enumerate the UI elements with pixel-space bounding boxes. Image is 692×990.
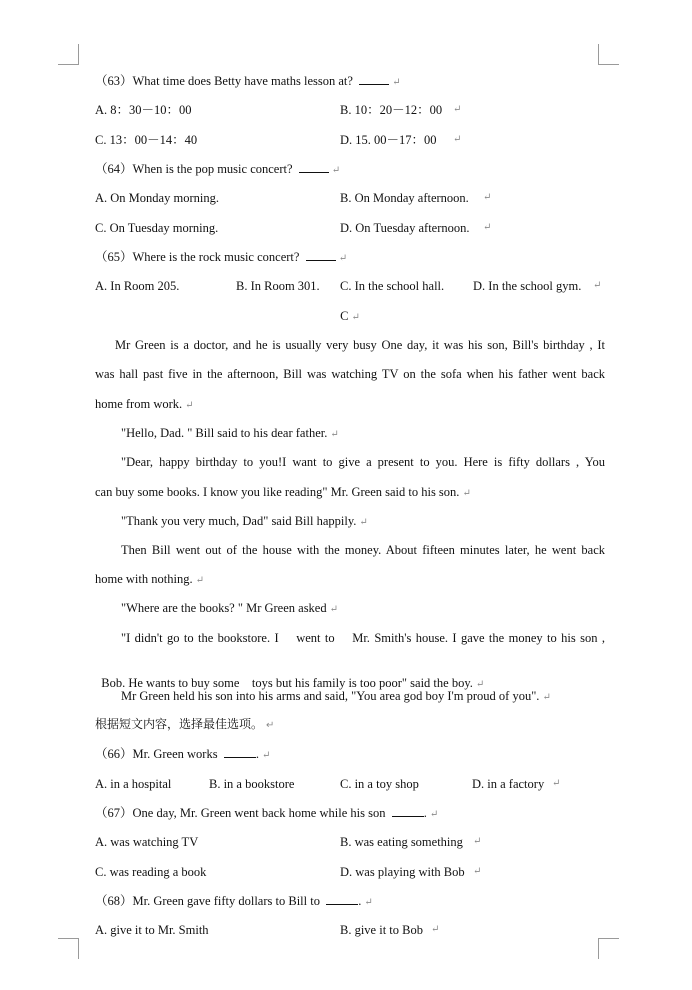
question-stem: （65）Where is the rock music concert? ↵ — [95, 250, 348, 264]
option: C. was reading a book — [95, 865, 207, 879]
passage-line: "Dear, happy birthday to you!I want to give a present to you. Here is fifty dollars , You — [121, 455, 605, 469]
option: D. was playing with Bob — [340, 865, 465, 879]
option: D. in a factory — [472, 777, 545, 791]
option: B. 10：20－12：00 — [340, 103, 443, 117]
passage-line: "Where are the books? " Mr Green asked ↵ — [121, 601, 338, 615]
option: B. in a bookstore — [209, 777, 295, 791]
option-row: A. On Monday morning. B. On Monday afternoon. ↵ — [95, 191, 492, 205]
option-row: A. was watching TV B. was eating something ↵ — [95, 835, 482, 849]
option: B. give it to Bob — [340, 923, 423, 937]
section-heading: C ↵ — [340, 309, 360, 323]
option: A. 8：30－10：00 — [95, 103, 192, 117]
option-row: C. was reading a book D. was playing with Bob ↵ — [95, 865, 482, 879]
option: C. In the school hall. — [340, 279, 445, 293]
passage-line: Mr Green is a doctor, and he is usually very busy One day, it was his son, Bill's birthday , It — [115, 338, 605, 352]
answer-blank — [326, 893, 358, 905]
question-stem: （67）One day, Mr. Green went back home while his son . ↵ — [95, 806, 439, 820]
option: B. On Monday afternoon. — [340, 191, 469, 205]
answer-blank — [299, 161, 329, 173]
instruction: 根据短文内容，选择最佳选项。 ↵ — [95, 717, 275, 731]
option: C. 13：00－14：40 — [95, 133, 198, 147]
passage-line: "Hello, Dad. " Bill said to his dear father. ↵ — [121, 426, 339, 440]
option: A. On Monday morning. — [95, 191, 219, 205]
option: D. 15. 00－17：00 — [340, 133, 437, 147]
question-stem: （63）What time does Betty have maths lesson at? ↵ — [95, 74, 401, 88]
passage-line: "Thank you very much, Dad" said Bill happily. ↵ — [121, 514, 368, 528]
option: A. was watching TV — [95, 835, 199, 849]
page-corner-mark — [58, 938, 79, 959]
passage-line: was hall past five in the afternoon, Bill was watching TV on the sofa when his father went back — [95, 367, 605, 381]
option: A. In Room 205. — [95, 279, 180, 293]
passage-line: "I didn't go to the bookstore. I went to Mr. Smith's house. I gave the money to his son , — [121, 631, 605, 645]
option: A. give it to Mr. Smith — [95, 923, 209, 937]
page-corner-mark — [598, 44, 619, 65]
option-row: A. 8：30－10：00 B. 10：20－12：00 ↵ — [95, 103, 462, 117]
passage-line: Then Bill went out of the house with the money. About fifteen minutes later, he went back — [121, 543, 605, 557]
passage-line: Bob. He wants to buy some toys but his family is too poor" said the boy. ↵ — [101, 676, 485, 690]
answer-blank — [359, 73, 389, 85]
page-corner-mark — [598, 938, 619, 959]
passage-line: can buy some books. I know you like reading" Mr. Green said to his son. ↵ — [95, 485, 471, 499]
answer-blank — [306, 249, 336, 261]
option: D. In the school gym. — [473, 279, 582, 293]
option: B. In Room 301. — [236, 279, 320, 293]
option-row: A. give it to Mr. Smith B. give it to Bob ↵ — [95, 923, 440, 937]
question-stem: （66）Mr. Green works . ↵ — [95, 747, 271, 761]
option-row: C. 13：00－14：40 D. 15. 00－17：00 ↵ — [95, 133, 462, 147]
option: C. On Tuesday morning. — [95, 221, 219, 235]
question-stem: （68）Mr. Green gave fifty dollars to Bill to . ↵ — [95, 894, 373, 908]
question-stem: （64）When is the pop music concert? ↵ — [95, 162, 341, 176]
passage-line: Mr Green held his son into his arms and said, "You area god boy I'm proud of you". ↵ — [121, 689, 551, 703]
passage-line: home from work. ↵ — [95, 397, 194, 411]
answer-blank — [392, 805, 424, 817]
option: B. was eating something — [340, 835, 463, 849]
option: A. in a hospital — [95, 777, 172, 791]
option-row: C. On Tuesday morning. D. On Tuesday afternoon. ↵ — [95, 221, 492, 235]
option: D. On Tuesday afternoon. — [340, 221, 470, 235]
option: C. in a toy shop — [340, 777, 419, 791]
answer-blank — [224, 746, 256, 758]
page-corner-mark — [58, 44, 79, 65]
passage-line: home with nothing. ↵ — [95, 572, 204, 586]
